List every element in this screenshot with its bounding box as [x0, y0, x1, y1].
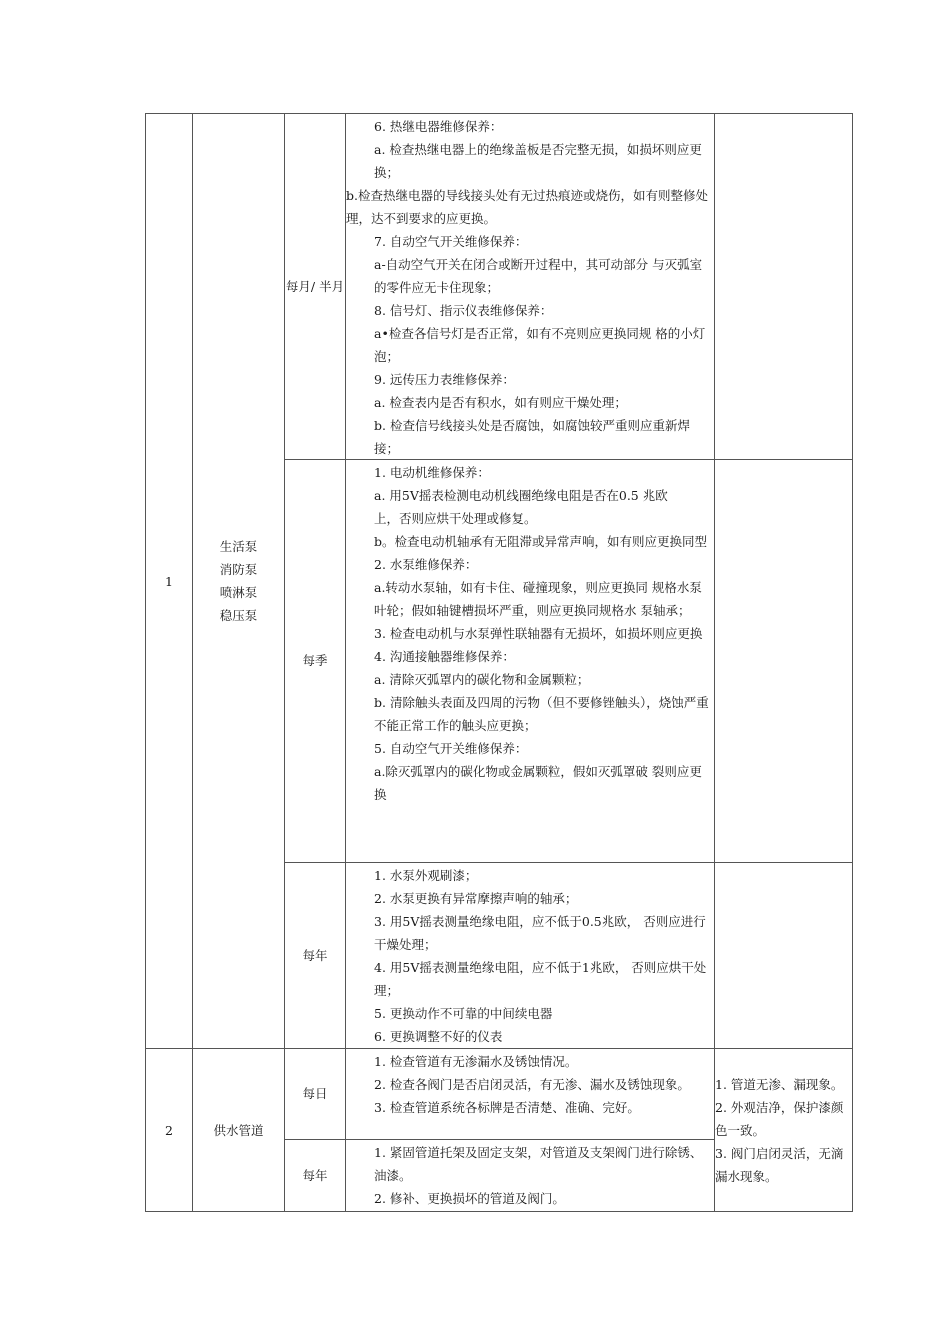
maintenance-content: [346, 460, 715, 863]
standard-cell: [715, 1049, 853, 1212]
maintenance-content: [346, 114, 715, 460]
content-line: b. 清除触头表面及四周的污物（但不要修锉触头），烧蚀严重不能正常工作的触头应更换；: [374, 695, 709, 733]
content-line: 3. 用5V摇表测量绝缘电阻，应不低于0.5兆欧， 否则应进行干燥处理；: [374, 914, 706, 952]
cycle-label: 每年: [285, 1140, 346, 1212]
content-line: 4. 用5V摇表测量绝缘电阻，应不低于1兆欧， 否则应烘干处理；: [374, 960, 707, 998]
equipment-line: 消防泵: [219, 562, 258, 577]
standard-line: 1. 管道无渗、漏现象。: [715, 1076, 844, 1092]
content-line: 1. 电动机维修保养：: [374, 465, 490, 480]
content-line: a-自动空气开关在闭合或断开过程中，其可动部分 与灭弧室的零件应无卡住现象；: [374, 257, 703, 295]
content-line: 1. 紧固管道托架及固定支架，对管道及支架阀门进行除锈、油漆。: [374, 1145, 703, 1183]
content-line: 6. 热继电器维修保养：: [374, 119, 503, 134]
content-line: 7. 自动空气开关维修保养：: [374, 234, 528, 249]
content-line: b. 检查信号线接头处是否腐蚀，如腐蚀较严重则应重新焊接；: [374, 418, 690, 456]
maintenance-content: [346, 1049, 715, 1140]
standard-line: 3. 阀门启闭灵活，无滴漏水现象。: [715, 1145, 844, 1184]
content-line: 6. 更换调整不好的仪表: [374, 1029, 503, 1044]
content-line: 2. 水泵维修保养：: [374, 557, 478, 572]
content-line: b。检查电动机轴承有无阻滞或异常声响，如有则应更换同型: [374, 534, 708, 549]
content-line: 3. 检查电动机与水泵弹性联轴器有无损坏，如损坏则应更换: [374, 626, 703, 641]
content-line: 4. 沟通接触器维修保养：: [374, 649, 515, 664]
content-line: 2. 检查各阀门是否启闭灵活，有无渗、漏水及锈蚀现象。: [374, 1077, 690, 1092]
equipment-name: [193, 114, 285, 1049]
content-line: 2. 水泵更换有异常摩擦声响的轴承；: [374, 891, 578, 906]
content-line: 8. 信号灯、指示仪表维修保养：: [374, 303, 553, 318]
maintenance-content: [346, 863, 715, 1049]
content-line: a. 检查热继电器上的绝缘盖板是否完整无损，如损坏则应更换；: [374, 142, 702, 180]
maintenance-content: [346, 1140, 715, 1212]
table-row: [146, 114, 853, 460]
content-line: 9. 远传压力表维修保养：: [374, 372, 515, 387]
content-line: 1. 检查管道有无渗漏水及锈蚀情况。: [374, 1054, 578, 1069]
content-line: 3. 检查管道系统各标牌是否清楚、准确、完好。: [374, 1100, 640, 1115]
equipment-line: 稳压泵: [219, 608, 258, 623]
content-line: 2. 修补、更换损坏的管道及阀门。: [374, 1191, 565, 1206]
equipment-line: 生活泵: [219, 539, 258, 554]
cycle-label: 每年: [285, 863, 346, 1049]
standard-cell: [715, 114, 853, 460]
content-line: b.检查热继电器的导线接头处有无过热痕迹或烧伤，如有则整修处理，达不到要求的应更换。: [346, 188, 708, 226]
content-line: 上，否则应烘干处理或修复。: [374, 511, 537, 526]
cycle-label: 每日: [285, 1049, 346, 1140]
content-line: a. 检查表内是否有积水，如有则应干燥处理；: [374, 395, 627, 410]
content-line: a•检查各信号灯是否正常，如有不亮则应更换同规 格的小灯泡；: [374, 326, 706, 364]
table-row: [146, 1049, 853, 1140]
content-line: a. 清除灭弧罩内的碳化物和金属颗粒；: [374, 672, 590, 687]
content-line: a.除灭弧罩内的碳化物或金属颗粒，假如灭弧罩破 裂则应更换: [374, 764, 702, 802]
content-line: a.转动水泵轴，如有卡住、碰撞现象，则应更换同 规格水泵叶轮；假如轴键槽损坏严重，则应更换同规格水 泵轴承；: [374, 580, 702, 618]
content-line: 5. 更换动作不可靠的中间续电器: [374, 1006, 553, 1021]
equipment-line: 供水管道: [213, 1122, 264, 1138]
item-number: 1: [146, 114, 193, 1049]
content-line: 1. 水泵外观刷漆；: [374, 868, 478, 883]
standard-line: 2. 外观洁净，保护漆颜色一致。: [715, 1099, 844, 1138]
equipment-name: [193, 1049, 285, 1212]
standard-cell: [715, 863, 853, 1049]
equipment-line: 喷淋泵: [219, 585, 258, 600]
content-line: 5. 自动空气开关维修保养：: [374, 741, 528, 756]
maintenance-table: [145, 113, 853, 1212]
item-number: 2: [146, 1049, 193, 1212]
content-line: a. 用5V摇表检测电动机线圈绝缘电阻是否在0.5 兆欧: [374, 488, 668, 503]
standard-cell: [715, 460, 853, 863]
cycle-label: 每月/ 半月: [285, 114, 346, 460]
cycle-label: 每季: [285, 460, 346, 863]
